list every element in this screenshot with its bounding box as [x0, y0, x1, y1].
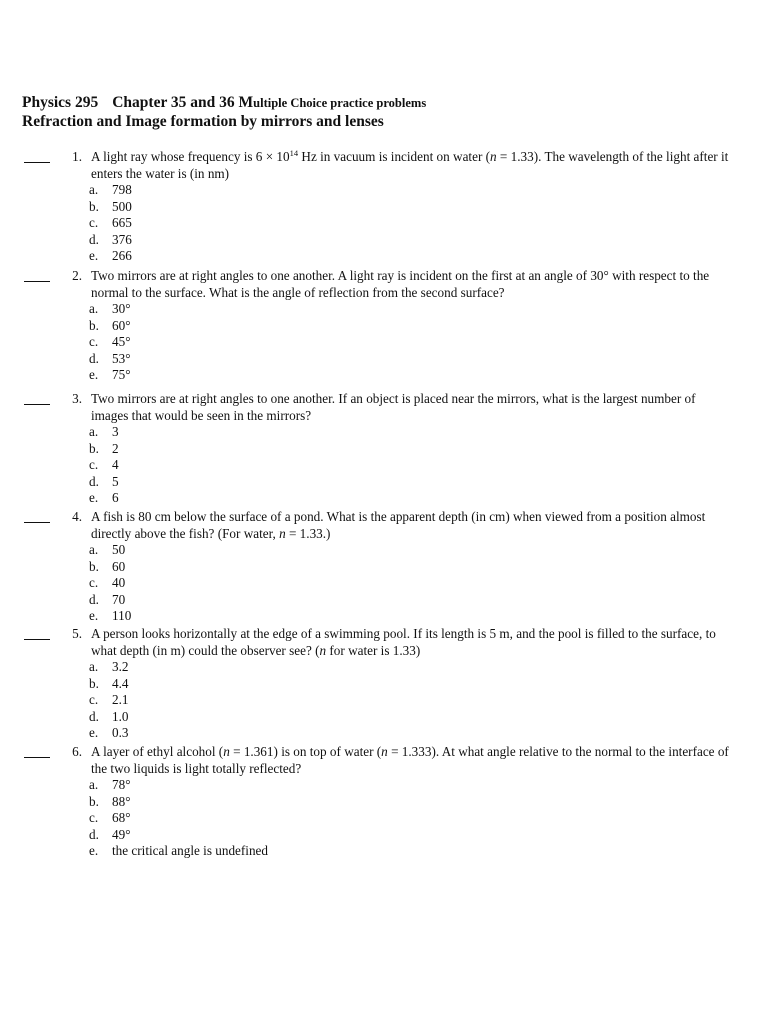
answer-blank[interactable] — [24, 149, 50, 163]
choice-item: a. 50 — [89, 542, 126, 557]
choice-list — [89, 777, 489, 860]
choice-item: c. 665 — [89, 215, 132, 230]
question-number: 2. — [72, 268, 82, 283]
choice-item: e. 75° — [89, 367, 131, 382]
question-text: A light ray whose frequency is $6 \times 10^{14}$ Hz in vacuum is incident on water (n = 1.33). The wavelength of the light after it enters the water is (in nm) — [91, 148, 729, 181]
question-text: Two mirrors are at right angles to one another. A light ray is incident on the first at an angle of 30° with respect to the normal to the surface. What is the angle of reflection from the second surface? — [91, 268, 710, 300]
choice-item: a. 78° — [89, 777, 131, 792]
question-number: 6. — [72, 744, 82, 759]
choice-item: b. 88° — [89, 793, 131, 809]
choice-item: c. 40 — [89, 575, 126, 590]
choice-item: e. 266 — [89, 248, 132, 263]
choice-item: d. 1.0 — [89, 708, 129, 724]
choice-item: c. 68° — [89, 810, 131, 825]
choice-item: e. 110 — [89, 608, 132, 623]
choice-item: b. 4.4 — [89, 675, 129, 691]
choice-item: b. 500 — [89, 198, 132, 214]
answer-blank[interactable] — [24, 744, 50, 758]
choice-item: d. 53° — [89, 350, 131, 366]
page-title — [22, 94, 426, 112]
choice-item: c. 4 — [89, 457, 119, 472]
choice-item: b. 60° — [89, 317, 131, 333]
choice-list — [89, 301, 489, 384]
question-number: 4. — [72, 509, 82, 524]
question-number: 3. — [72, 391, 82, 406]
answer-blank[interactable] — [24, 626, 50, 640]
question-text: A fish is 80 cm below the surface of a pond. What is the apparent depth (in cm) when viewed from a position almost directly above the fish? (For water, n = 1.33.) — [91, 509, 706, 541]
choice-list — [89, 182, 489, 265]
chapter-heading-rest: ultiple Choice practice problems — [253, 96, 427, 110]
choice-list — [89, 424, 489, 507]
choice-item: a. 3.2 — [89, 659, 129, 674]
choice-item: c. 2.1 — [89, 692, 129, 707]
choice-item: e. 0.3 — [89, 725, 129, 740]
choice-item: e. the critical angle is undefined — [89, 843, 268, 858]
choice-item: d. 49° — [89, 826, 131, 842]
choice-list — [89, 542, 489, 625]
answer-blank[interactable] — [24, 268, 50, 282]
question-text: A layer of ethyl alcohol (n = 1.361) is on top of water (n = 1.333). At what angle relative to the normal to the interface of the two liquids is light totally reflected? — [91, 744, 729, 776]
question-text: A person looks horizontally at the edge of a swimming pool. If its length is 5 m, and the pool is filled to the surface, to what depth (in m) could the observer see? (n for water is 1.33) — [91, 626, 716, 658]
choice-item: b. 60 — [89, 558, 126, 574]
choice-item: a. 30° — [89, 301, 131, 316]
question-number: 5. — [72, 626, 82, 641]
answer-blank[interactable] — [24, 391, 50, 405]
question-number: 1. — [72, 149, 82, 164]
chapter-heading: Chapter 35 and 36 M — [112, 94, 254, 111]
choice-item: b. 2 — [89, 440, 119, 456]
choice-item: a. 3 — [89, 424, 119, 439]
answer-blank[interactable] — [24, 509, 50, 523]
choice-list — [89, 659, 489, 742]
choice-item: e. 6 — [89, 490, 119, 505]
choice-item: d. 5 — [89, 473, 119, 489]
page-subtitle: Refraction and Image formation by mirrors and lenses — [22, 113, 384, 130]
choice-item: c. 45° — [89, 334, 131, 349]
choice-item: d. 376 — [89, 231, 132, 247]
choice-item: d. 70 — [89, 591, 126, 607]
course-name: Physics 295 — [22, 94, 99, 111]
question-text: Two mirrors are at right angles to one another. If an object is placed near the mirrors, what is the largest number of images that would be seen in the mirrors? — [91, 391, 696, 423]
choice-item: a. 798 — [89, 182, 132, 197]
